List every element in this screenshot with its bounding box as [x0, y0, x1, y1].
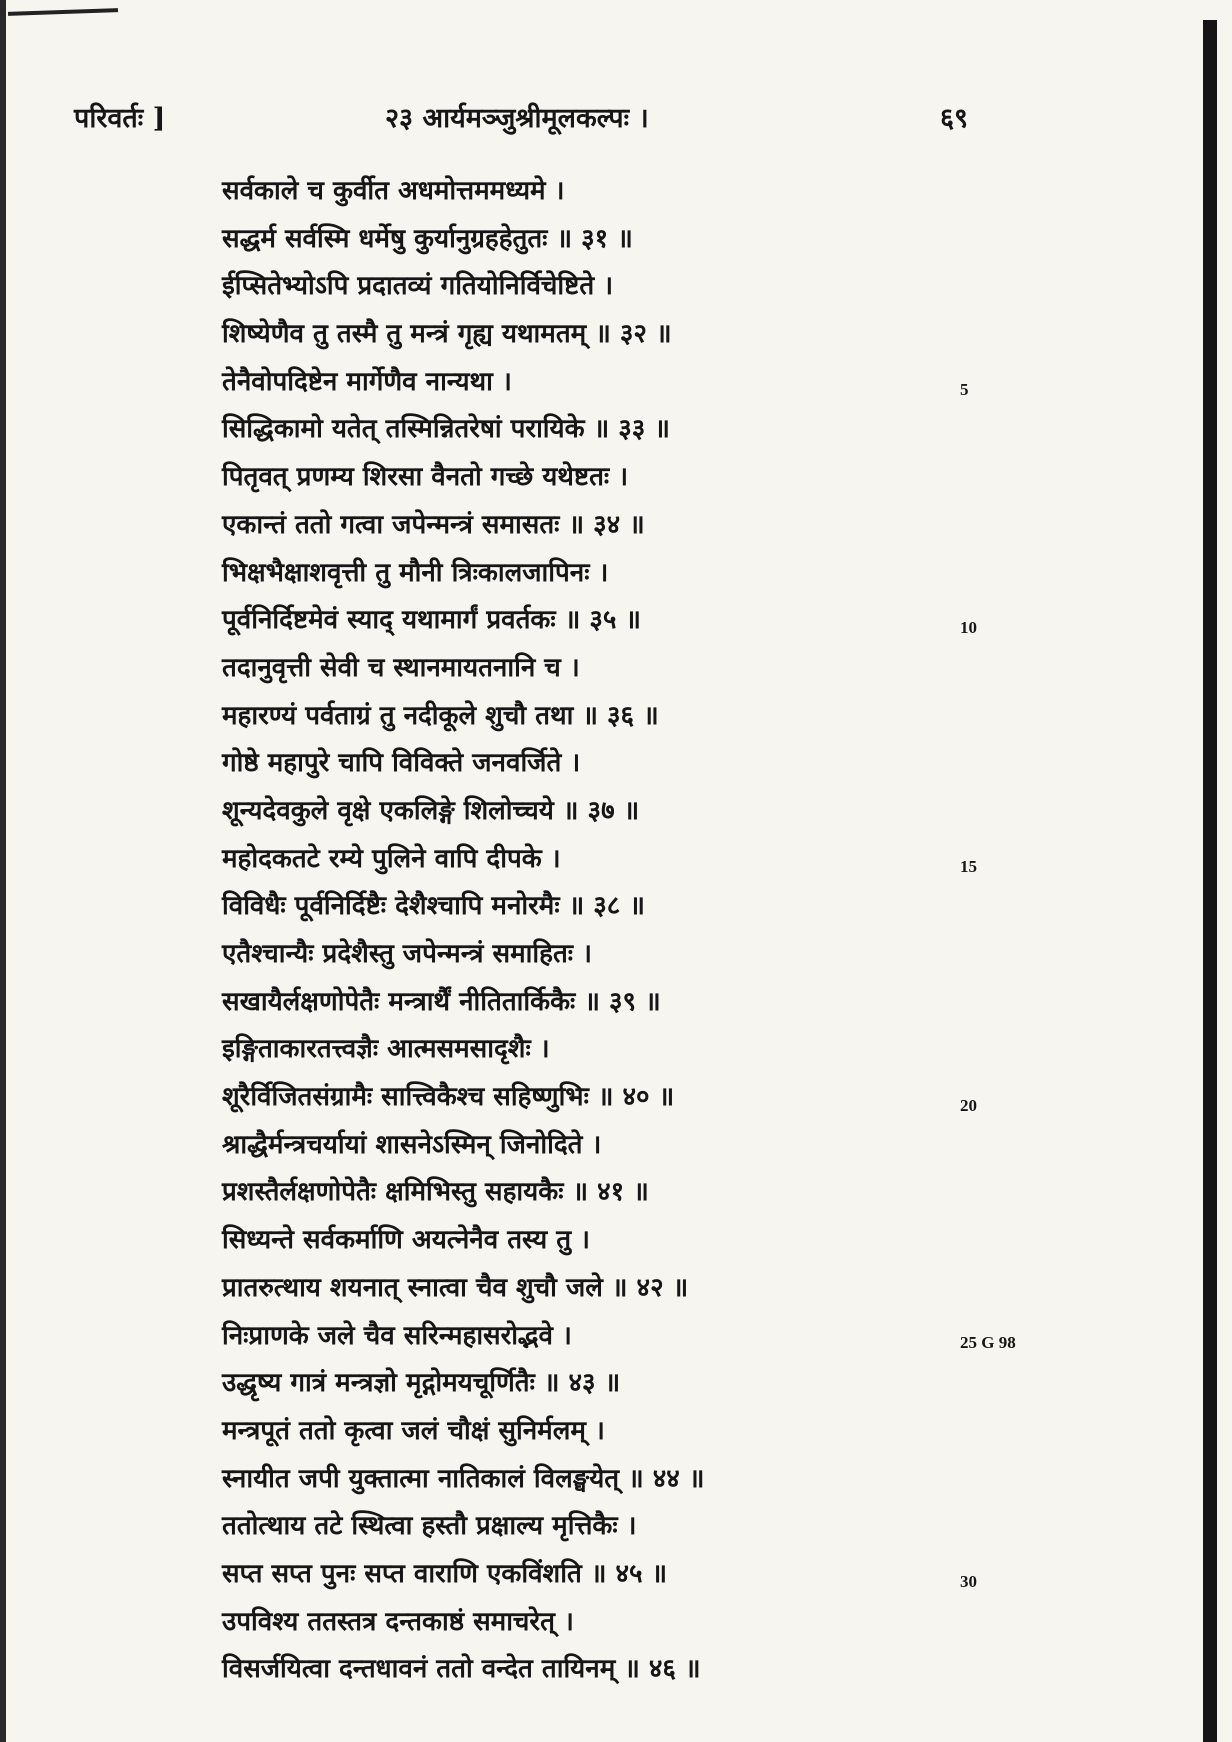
verse-line: सखायैर्लक्षणोपेतैः मन्त्रार्थैं नीतितार्किकैः ॥ ३९ ॥: [222, 986, 661, 1017]
verse-line: महोदकतटे रम्ये पुलिने वापि दीपके ।: [222, 843, 561, 874]
page-left-edge: [0, 0, 6, 1742]
verse-line: तेनैवोपदिष्टेन मार्गेणैव नान्यथा ।: [222, 366, 512, 397]
verse-line: पूर्वनिर्दिष्टमेवं स्याद् यथामार्गं प्रवर्तकः ॥ ३५ ॥: [222, 605, 641, 636]
verse-block: [222, 168, 822, 1694]
verse-line: विसर्जयित्वा दन्तधावनं ततो वन्देत तायिनम् ॥ ४६ ॥: [222, 1654, 701, 1685]
verse-line: सिध्यन्ते सर्वकर्माणि अयत्नेनैव तस्य तु ।: [222, 1225, 590, 1256]
page-title: २३ आर्यमञ्जुश्रीमूलकल्पः ।: [385, 103, 649, 134]
verse-line: निःप्राणके जले चैव सरिन्महासरोद्भवे ।: [222, 1320, 572, 1351]
verse-line: तदानुवृत्ती सेवी च स्थानमायतनानि च ।: [222, 652, 580, 683]
verse-line: श्राद्धैर्मन्त्रचर्यायां शासनेऽस्मिन् जिनोदिते ।: [222, 1129, 602, 1160]
top-corner-mark: [8, 8, 118, 16]
verse-line: विविधैः पूर्वनिर्दिष्टैः देशैश्चापि मनोरमैः ॥ ३८ ॥: [222, 891, 645, 922]
verse-line: सिद्धिकामो यतेत् तस्मिन्नितरेषां परायिके ॥ ३३ ॥: [222, 414, 670, 445]
line-number-20: 20: [960, 1096, 977, 1115]
verse-line: गोष्ठे महापुरे चापि विविक्ते जनवर्जिते ।: [222, 748, 581, 779]
page-right-binding-edge: [1203, 20, 1217, 1742]
line-number-10: 10: [960, 618, 977, 637]
verse-line: इङ्गिताकारतत्त्वज्ञैः आत्मसमसादृशैः ।: [222, 1034, 550, 1065]
verse-line: शूरैर्विजितसंग्रामैः सात्त्विकैश्च सहिष्णुभिः ॥ ४० ॥: [222, 1082, 675, 1113]
verse-line: उद्धृष्य गात्रं मन्त्रज्ञो मृद्गोमयचूर्णितैः ॥ ४३ ॥: [222, 1368, 621, 1399]
line-number-15: 15: [960, 857, 977, 876]
verse-line: प्रशस्तैर्लक्षणोपेतैः क्षमिभिस्तु सहायकैः ॥ ४१ ॥: [222, 1177, 649, 1208]
verse-line: ततोत्थाय तटे स्थित्वा हस्तौ प्रक्षाल्य मृत्तिकैः ।: [222, 1511, 637, 1542]
verse-line: ईप्सितेभ्योऽपि प्रदातव्यं गतियोनिर्विचेष्टिते ।: [222, 271, 614, 302]
verse-line: शून्यदेवकुले वृक्षे एकलिङ्गे शिलोच्चये ॥ ३७ ॥: [222, 795, 640, 826]
verse-line: मन्त्रपूतं ततो कृत्वा जलं चौक्षं सुनिर्मलम् ।: [222, 1415, 605, 1446]
verse-line: भिक्षभैक्षाशवृत्ती तु मौनी त्रिःकालजापिनः ।: [222, 557, 609, 588]
verse-line: उपविश्य ततस्तत्र दन्तकाष्ठं समाचरेत् ।: [222, 1606, 574, 1637]
verse-line: सप्त सप्त पुनः सप्त वाराणि एकविंशति ॥ ४५ ॥: [222, 1558, 668, 1589]
verse-line: सर्वकाले च कुर्वीत अधमोत्तममध्यमे ।: [222, 176, 565, 206]
line-number-30: 30: [960, 1572, 977, 1591]
verse-line: महारण्यं पर्वताग्रं तु नदीकूले शुचौ तथा ॥ ३६ ॥: [222, 700, 659, 731]
line-number-25-ref: 25 G 98: [960, 1333, 1016, 1352]
verse-line: प्रातरुत्थाय शयनात् स्नात्वा चैव शुचौ जले ॥ ४२ ॥: [222, 1272, 689, 1303]
verse-line: पितृवत् प्रणम्य शिरसा वैनतो गच्छे यथेष्टतः ।: [222, 462, 629, 493]
chapter-label: परिवर्तः ]: [74, 103, 166, 134]
verse-line: एकान्तं ततो गत्वा जपेन्मन्त्रं समासतः ॥ ३४ ॥: [222, 509, 645, 540]
line-number-5: 5: [960, 380, 969, 399]
verse-line: सद्धर्म सर्वस्मि धर्मेषु कुर्यानुग्रहहेतुतः ॥ ३१ ॥: [222, 223, 633, 254]
page-number: ६९: [940, 103, 969, 134]
verse-line: एतैश्चान्यैः प्रदेशैस्तु जपेन्मन्त्रं समाहितः ।: [222, 939, 592, 969]
verse-line: शिष्येणैव तु तस्मै तु मन्त्रं गृह्य यथामतम् ॥ ३२ ॥: [222, 319, 672, 350]
verse-line: स्नायीत जपी युक्तात्मा नातिकालं विलङ्घयेत् ॥ ४४ ॥: [222, 1463, 705, 1494]
